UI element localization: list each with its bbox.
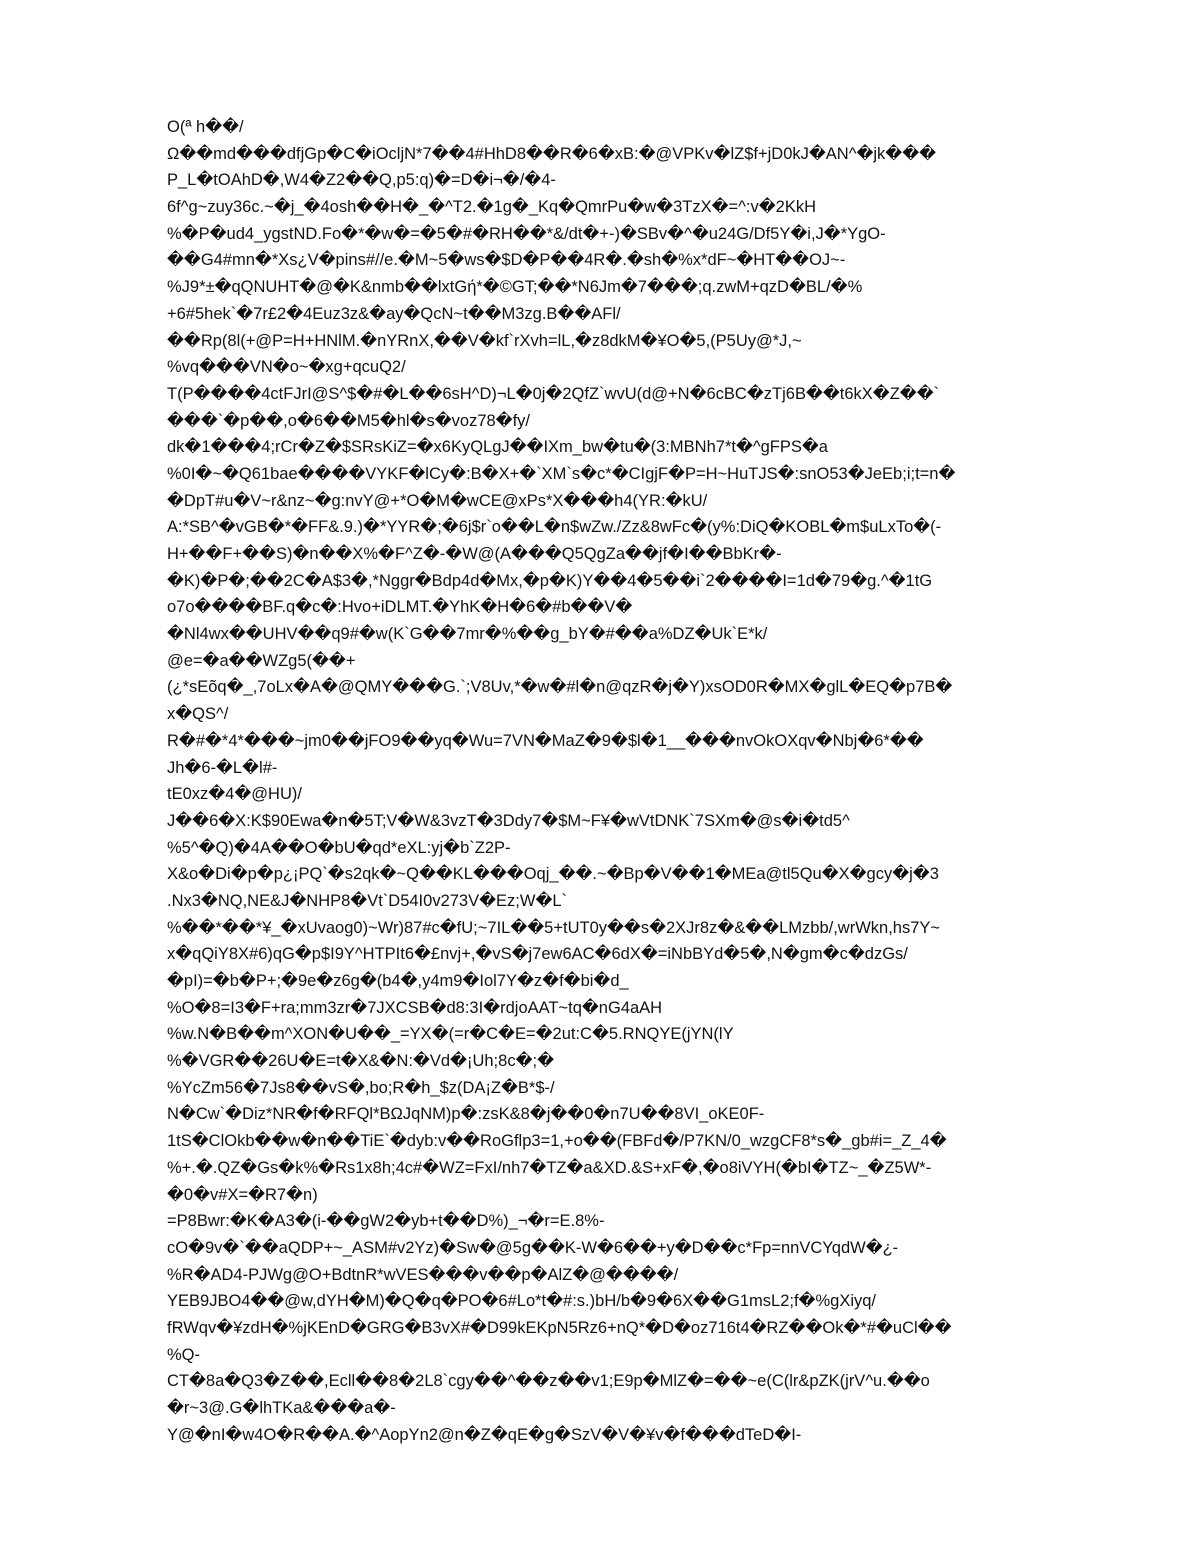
text-line: %Q- — [167, 1345, 200, 1364]
text-line: �DpT#u�V~r&nz~�g:nvY@+*O�M�wCE@xPs*X���h4(YR:�kU/ — [167, 491, 708, 510]
text-line: Jh�6-�L�l#- — [167, 758, 278, 777]
text-line: x�qQiY8X#6)qG�p$I9Y^HTPIt6�£nvj+,�vS�j7ew6AC�6dX�=iNbBYd�5�,N�gm�c�dzGs/ — [167, 945, 908, 964]
text-line: T(P����4ctFJrI@S^$�#�L��6sH^D)¬L�0j�2QfZ`wvU(d@+N�6cBC�zTj6B��t6kX�Z��` — [167, 384, 940, 403]
text-line: �0�v#X=�R7�n) — [167, 1185, 318, 1204]
text-line: A:*SB^�vGB�*�FF&.9.)�*YYR�;�6j$r`o��L�n$wZw./Zz&8wFc�(y%:DiQ�KOBL�m$uLxTo�(- — [167, 518, 942, 537]
text-line: �Nl4wx��UHV��q9#�w(K`G��7mr�%��g_bY�#��a%DZ�Uk`E*k/ — [167, 625, 768, 644]
text-line: x�QS^/ — [167, 705, 229, 724]
text-line: %+.�.QZ�Gs�k%�Rs1x8h;4c#�WZ=FxI/nh7�TZ�a&XD.&S+xF�,�o8iVYH(�bI�TZ~_�Z5W*- — [167, 1158, 932, 1177]
text-line: %w.N�B��m^XON�U��_=YX�(=r�C�E=�2ut:C�5.RNQYE(jYN(lY — [167, 1025, 734, 1044]
text-line: H+��F+��S)�n��X%�F^Z�-�W@(A���Q5QgZa��jf�I��BbKr�- — [167, 545, 782, 563]
text-line: %0I�~�Q61bae����VYKF�lCy�:B�X+�`XM`s�c*�CIgjF�P=H~HuTJS�:snO53�JeEb;i;t=n� — [167, 464, 956, 483]
text-line: tE0xz�4�@HU)/ — [167, 785, 302, 804]
text-line: %��*��*¥_�xUvaog0)~Wr)87#c�fU;~7IL��5+tUT0y��s�2XJr8z�&��LMzbb/,wrWkn,hs7Y~ — [167, 918, 941, 937]
text-line: +6#5hek`�7r£2�4Euz3z&�ay�QcN~t��M3zg.B��AFl/ — [167, 304, 621, 323]
text-line: J��6�X:K$90Ewa�n�5T;V�W&3vzT�3Ddy7�$M~F¥�wVtDNK`7SXm�@s�i�td5^ — [167, 811, 850, 830]
text-line: fRWqv�¥zdH�%jKEnD�GRG�B3vX#�D99kEKpN5Rz6+nQ*�D�oz716t4�RZ��Ok�*#�uCl�� — [167, 1318, 952, 1337]
text-line: %�P�ud4_ygstND.Fo�*�w�=�5�#�RH��*&/dt�+-)�SBv�^�u24G/Df5Y�i,J�*YgO- — [167, 224, 886, 243]
text-line: ��Rp(8l(+@P=H+HNlM.�nYRnX,��V�kf`rXvh=lL,�z8dkM�¥O�5,(P5Uy@*J,~ — [167, 331, 802, 350]
text-line: (¿*sEõq�_,7oLx�A�@QMY���G.`;V8Uv,*�w�#l�n@qzR�j�Y)xsOD0R�MX�glL�EQ�p7B� — [167, 678, 953, 697]
text-line: ���`�p��,o�6��M5�hl�s�voz78�fy/ — [167, 411, 531, 430]
text-line: %O�8=I3�F+ra;mm3zr�7JXCSB�d8:3I�rdjoAAT~tq�nG4aAH — [167, 998, 663, 1017]
text-line: %5^�Q)�4A��O�bU�qd*eXL:yj�b`Z2P- — [167, 838, 511, 857]
text-line: O(ª h��/ — [167, 118, 244, 136]
text-line: �K)�P�;��2C�A$3�,*Nggr�Bdp4d�Mx,�p�K)Y��4�5��i`2����I=1d�79�g.^�1tG — [167, 571, 933, 590]
text-line: YEB9JBO4��@w,dYH�M)�Q�q�PO�6#Lo*t�#:s.)bH/b�9�6X��G1msL2;f�%gXiyq/ — [167, 1292, 877, 1311]
text-line: @e=�a��WZg5(��+ — [167, 651, 356, 670]
text-line: Ω��md���dfjGp�C�iOcljN*7��4#HhD8��R�6�xB:�@VPKv�lZ$f+jD0kJ�AN^�jk��� — [167, 144, 937, 163]
text-line: ��G4#mn�*Xs¿V�pins#//e.�M~5�ws�$D�P��4R�.�sh�%x*dF~�HT��OJ~- — [167, 251, 846, 270]
text-line: %vq���VN�o~�xg+qcuQ2/ — [167, 358, 406, 377]
text-line: R�#�*4*���~jm0��jFO9��yq�Wu=7VN�MaZ�9�$l�1__���nvOkOXqv�Nbj�6*�� — [167, 731, 924, 750]
text-line: %R�AD4-PJWg@O+BdtnR*wVES���v��p�AlZ�@����/ — [167, 1265, 679, 1284]
text-line: .Nx3�NQ,NE&J�NHP8�Vt`D54I0v273V�Ez;W�L` — [167, 891, 568, 910]
text-line: 1tS�ClOkb��w�n��TiE`�dyb:v��RoGflp3=1,+o��(FBFd�/P7KN/0_wzgCF8*s�_gb#i=_Z_4� — [167, 1132, 947, 1151]
text-line: P_L�tOAhD�,W4�Z2��Q,p5:q)�=D�i¬�/�4- — [167, 171, 556, 190]
text-line: =P8Bwr:�K�A3�(i-��gW2�yb+t��D%)_¬�r=E.8%- — [167, 1212, 605, 1231]
text-line: o7o����BF.q�c�:Hvo+iDLMT.�YhK�H�6�#b��V� — [167, 598, 633, 617]
text-line: dk�1���4;rCr�Z�$SRsKiZ=�x6KyQLgJ��IXm_bw�tu�(3:MBNh7*t�^gFPS�a — [167, 438, 828, 457]
text-line: %�VGR��26U�E=t�X&�N:�Vd�¡Uh;8c�;� — [167, 1052, 554, 1071]
text-line: Y@�nI�w4O�R��A.�^AopYn2@n�Z�qE�g�SzV�V�¥v�f���dTeD�I- — [167, 1425, 802, 1444]
text-line: %J9*±�qQNUHT�@�K&nmb��lxtGή*�©GT;��*N6Jm�7���;q.zwM+qzD�BL/�% — [167, 278, 863, 297]
text-line: CT�8a�Q3�Z��,Ecll��8�2L8`cgy��^��z��v1;E9p�MlZ�=��~e(C(lr&pZK(jrV^u.��o — [167, 1372, 930, 1391]
text-line: X&o�Di�p�p¿¡PQ`�s2qk�~Q��KL���Oqj_��.~�Bp�V��1�MEa@tl5Qu�X�gcy�j�3 — [167, 865, 939, 884]
text-line: N�Cw`�Diz*NR�f�RFQl*BΩJqNM)p�:zsK&8�j��0�n7U��8VI_oKE0F- — [167, 1105, 765, 1124]
text-line: �pI)=�b�P+;�9e�z6g�(b4�,y4m9�Iol7Y�z�f�bi�d_ — [167, 972, 629, 990]
text-line: cO�9v�`��aQDP+~_ASM#v2Yz)�Sw�@5g��K-W�6��+y�D��c*Fp=nnVCYqdW�¿- — [167, 1238, 899, 1257]
text-line: �r~3@.G�lhTKa&���a�- — [167, 1399, 396, 1417]
text-line: 6f^g~zuy36c.~�j_�4osh��H�_�^T2.�1g�_Kq�QmrPu�w�3TzX�=^:v�2KkH — [167, 198, 817, 217]
text-line: %YcZm56�7Js8��vS�,bo;R�h_$z(DA¡Z�B*$-/ — [167, 1078, 555, 1097]
document-body — [167, 114, 1127, 1448]
